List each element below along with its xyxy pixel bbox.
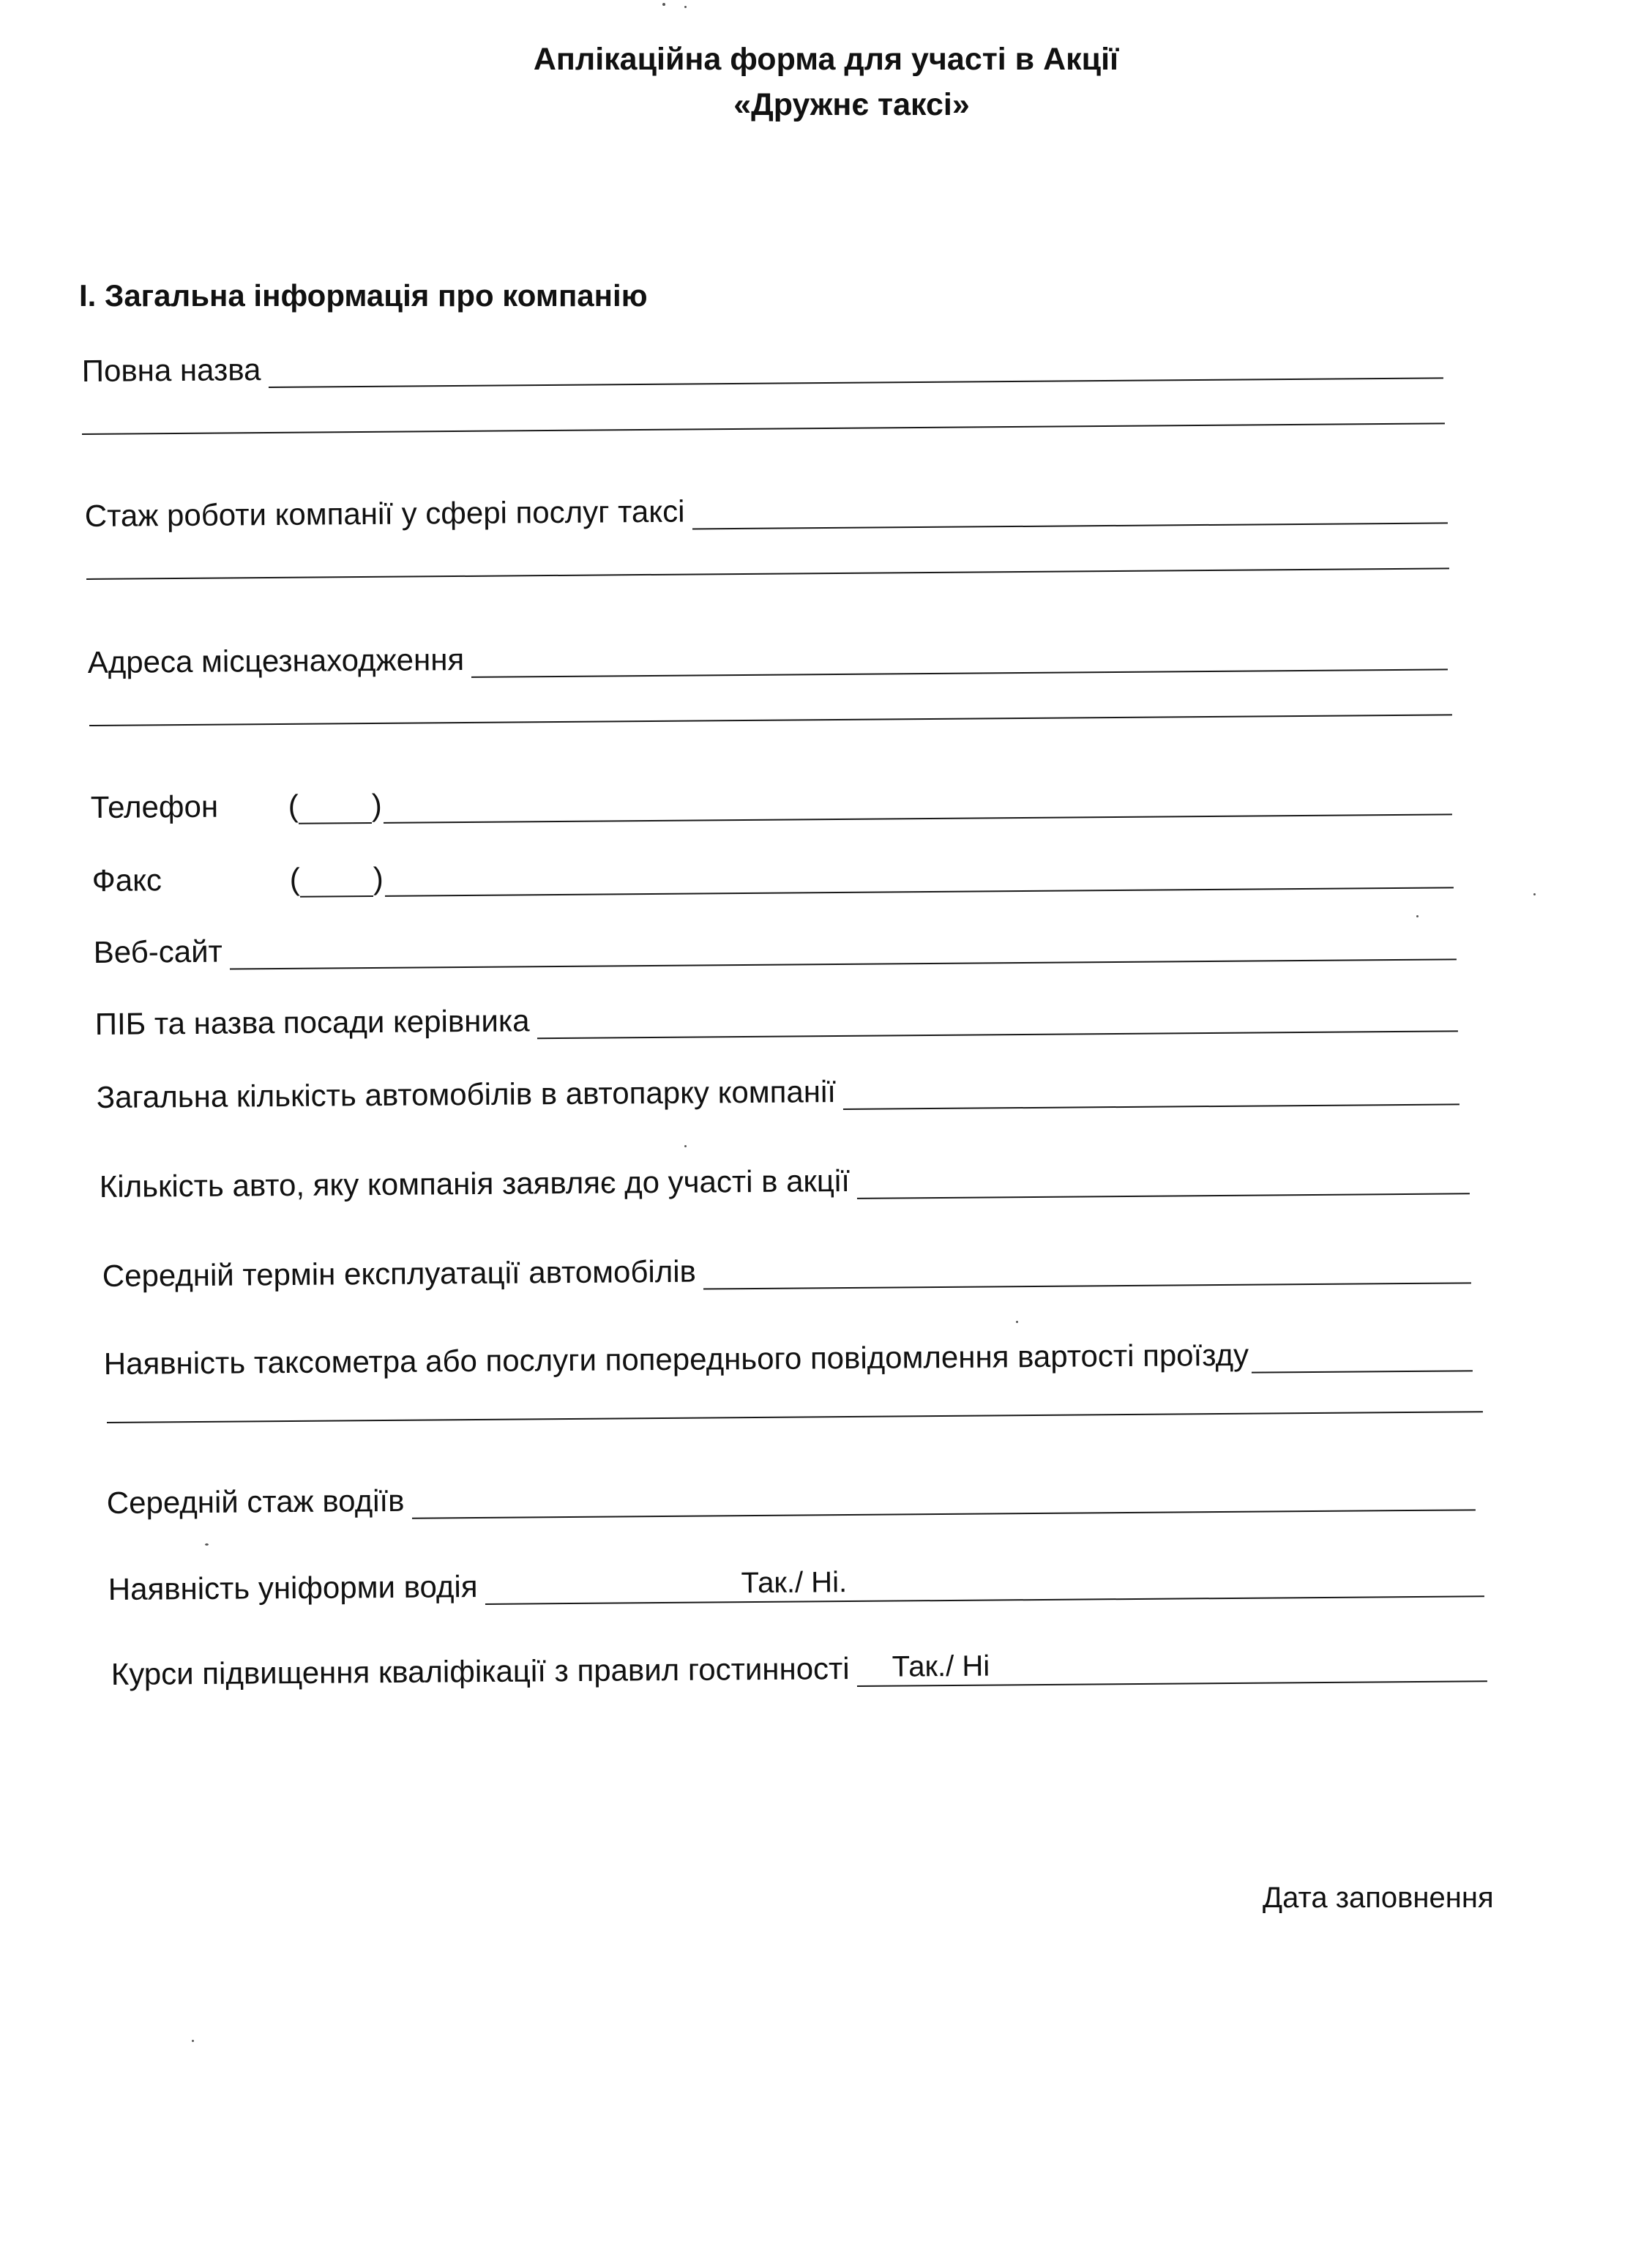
field-taximeter-line-2[interactable] — [107, 1411, 1483, 1423]
field-fleet-declared[interactable] — [100, 1158, 1470, 1205]
scan-speck — [1016, 1321, 1018, 1323]
field-address-label: Адреса місцезнаходження — [87, 641, 465, 680]
field-full-name[interactable] — [82, 342, 1443, 390]
field-address-line-2[interactable] — [89, 714, 1452, 726]
field-phone-area-code[interactable] — [288, 787, 382, 824]
scan-speck — [205, 1543, 209, 1546]
field-fleet-total-line[interactable] — [843, 1074, 1459, 1110]
form-title-line-2: «Дружнє таксі» — [733, 87, 970, 122]
field-website[interactable] — [94, 923, 1457, 971]
form-title-line-1: Аплікаційна форма для участі в Акції — [533, 42, 1119, 77]
field-taximeter[interactable] — [104, 1335, 1473, 1382]
scan-speck — [1533, 893, 1536, 895]
field-fax-area-code[interactable] — [290, 860, 384, 898]
scan-speck — [684, 6, 687, 8]
field-phone-label: Телефон — [90, 789, 219, 825]
field-director-label: ПІБ та назва посади керівника — [94, 1003, 530, 1042]
field-taximeter-label: Наявність таксометра або послуги попереднього повідомлення вартості проїзду — [103, 1337, 1249, 1382]
field-fax-line[interactable] — [385, 857, 1454, 896]
field-website-line[interactable] — [230, 929, 1457, 969]
field-fleet-declared-line[interactable] — [857, 1163, 1470, 1199]
field-fax-close-paren: ) — [373, 860, 384, 895]
field-director-line[interactable] — [537, 1001, 1458, 1039]
date-filled-label: Дата заповнення — [1263, 1882, 1494, 1914]
field-fleet-total-label: Загальна кількість автомобілів в автопарку компанії — [96, 1074, 837, 1115]
field-courses-options: Так./ Ні — [892, 1650, 990, 1683]
field-courses[interactable] — [111, 1645, 1487, 1693]
field-courses-label: Курси підвищення кваліфікації з правил гостинності — [111, 1651, 850, 1691]
field-driver-experience[interactable] — [107, 1474, 1476, 1521]
field-website-label: Веб-сайт — [93, 934, 223, 970]
scan-speck — [1416, 915, 1419, 917]
scan-speck — [684, 1145, 687, 1147]
section-heading: I. Загальна інформація про компанію — [79, 278, 648, 313]
field-avg-age-line[interactable] — [703, 1253, 1471, 1289]
field-experience-line-2[interactable] — [86, 567, 1449, 580]
field-experience[interactable] — [85, 487, 1448, 534]
field-address-line[interactable] — [471, 639, 1448, 677]
field-fleet-total[interactable] — [97, 1068, 1459, 1116]
field-address[interactable] — [88, 633, 1448, 681]
field-avg-age-label: Середній термін експлуатації автомобілів — [102, 1253, 697, 1294]
field-full-name-line[interactable] — [268, 348, 1443, 388]
field-experience-line[interactable] — [692, 493, 1448, 529]
field-phone-area-code-blank[interactable] — [299, 794, 372, 824]
field-avg-age[interactable] — [102, 1247, 1471, 1294]
field-director[interactable] — [95, 995, 1458, 1043]
field-full-name-label: Повна назва — [81, 352, 261, 389]
field-fleet-declared-label: Кількість авто, яку компанія заявляє до участі в акції — [99, 1163, 851, 1204]
field-uniform-line[interactable] — [485, 1566, 1484, 1605]
field-courses-line[interactable] — [857, 1651, 1487, 1687]
field-phone-open-paren: ( — [288, 788, 299, 823]
field-fax-area-code-blank[interactable] — [300, 868, 373, 898]
field-taximeter-line[interactable] — [1252, 1341, 1473, 1373]
field-phone[interactable] — [91, 778, 1452, 826]
field-uniform-label: Наявність уніформи водія — [108, 1569, 478, 1606]
field-experience-label: Стаж роботи компанії у сфері послуг таксі — [84, 493, 685, 534]
field-fax-label: Факс — [91, 862, 162, 898]
scan-speck — [662, 3, 665, 6]
field-fax-open-paren: ( — [289, 861, 300, 896]
scan-speck — [192, 2040, 194, 2042]
field-full-name-line-2[interactable] — [82, 422, 1445, 435]
field-driver-experience-label: Середній стаж водіїв — [106, 1483, 405, 1520]
form-title — [0, 37, 1652, 127]
field-driver-experience-line[interactable] — [411, 1480, 1476, 1519]
field-uniform[interactable] — [108, 1560, 1484, 1608]
field-fax[interactable] — [92, 852, 1454, 899]
field-phone-line[interactable] — [384, 784, 1452, 823]
field-phone-close-paren: ) — [371, 787, 382, 822]
field-uniform-options: Так./ Ні. — [741, 1566, 848, 1600]
